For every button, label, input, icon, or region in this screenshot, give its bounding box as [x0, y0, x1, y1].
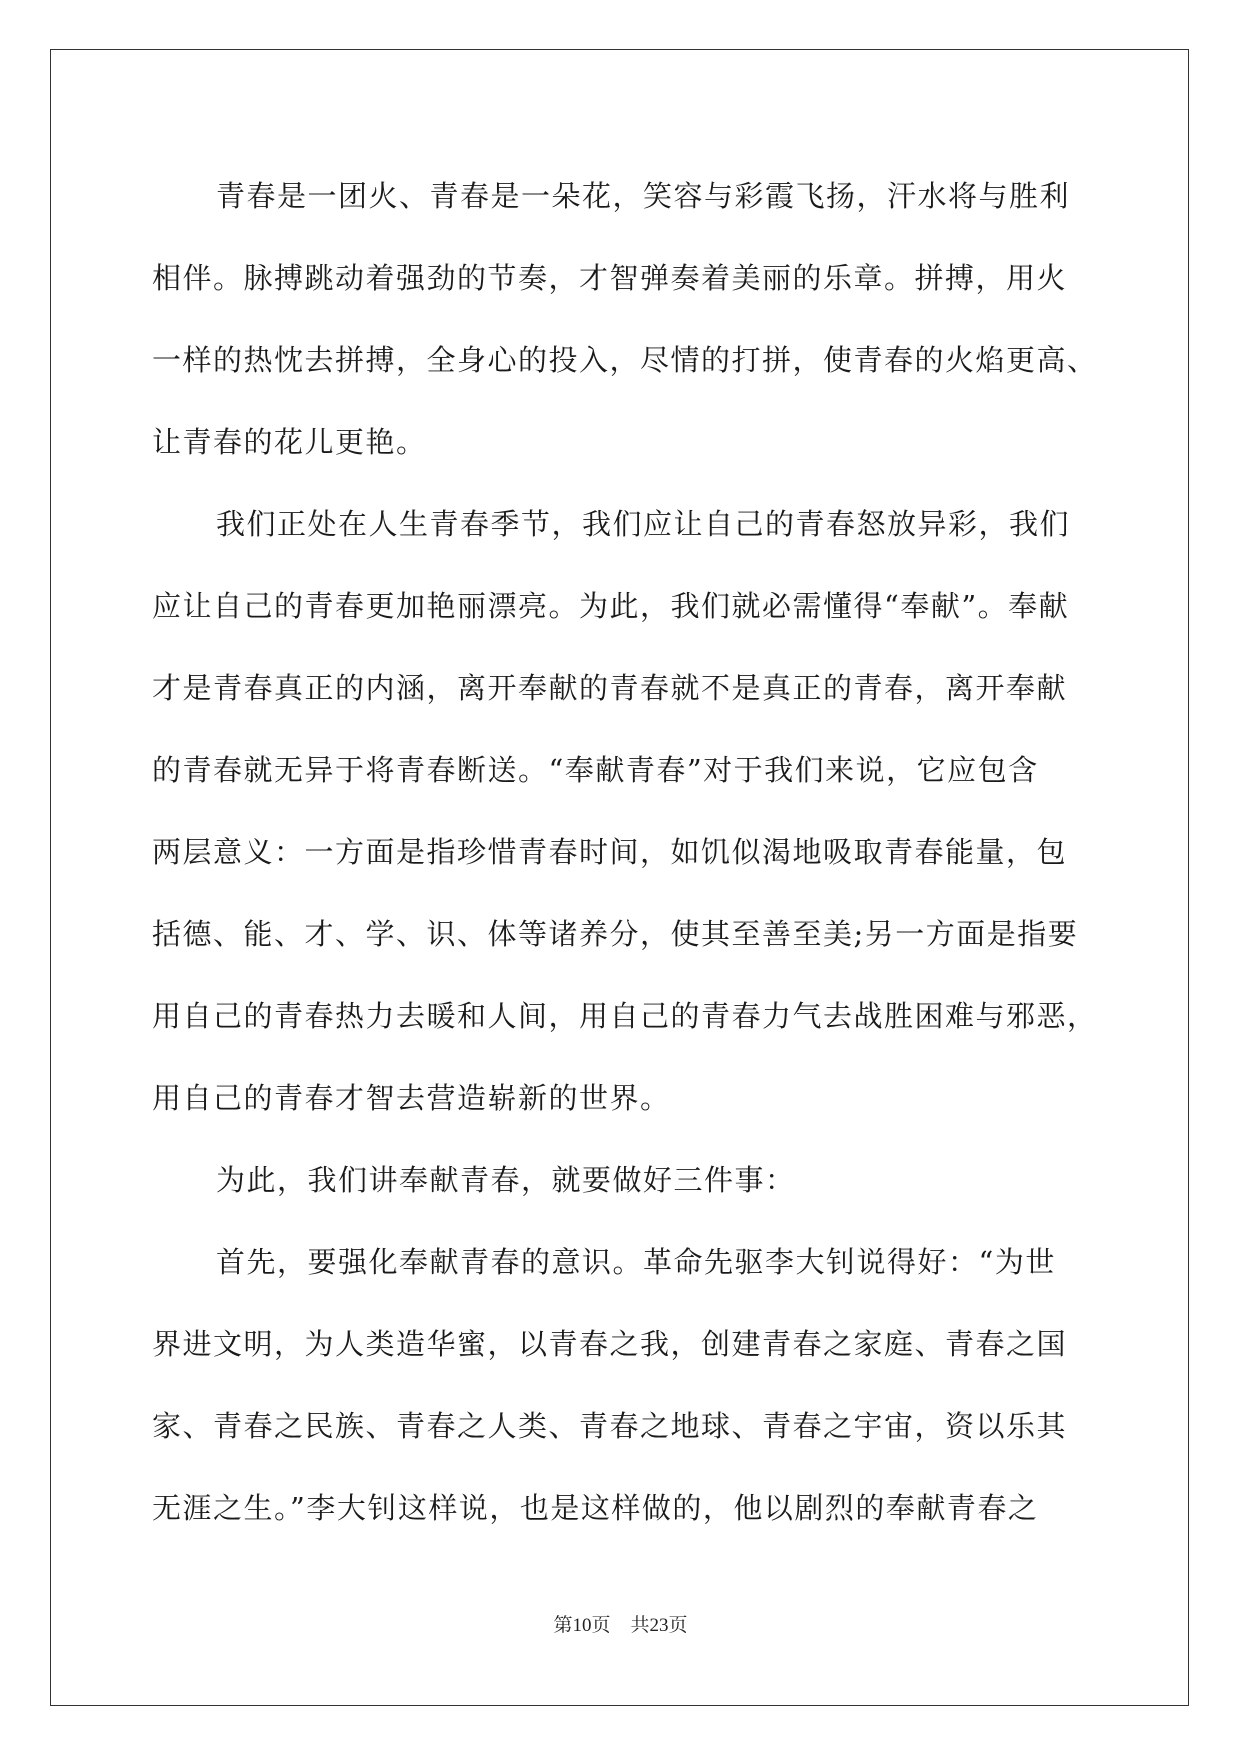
paragraph — [152, 155, 1098, 483]
text-line: 才是青春真正的内涵，离开奉献的青春就不是真正的青春，离开奉献 — [152, 671, 1068, 705]
page-number: 第10页 — [553, 1615, 611, 1636]
text-line: 青春是一团火、青春是一朵花，笑容与彩霞飞扬，汗水将与胜利 — [216, 179, 1071, 213]
text-line: 相伴。脉搏跳动着强劲的节奏，才智弹奏着美丽的乐章。拼搏，用火 — [152, 261, 1068, 295]
text-line: 为此，我们讲奉献青春，就要做好三件事： — [216, 1163, 796, 1197]
text-line: 的青春就无异于将青春断送。“奉献青春”对于我们来说，它应包含 — [152, 753, 1039, 787]
text-line: 首先，要强化奉献青春的意识。革命先驱李大钊说得好：“为世 — [216, 1245, 1056, 1279]
text-line: 应让自己的青春更加艳丽漂亮。为此，我们就必需懂得“奉献”。奉献 — [152, 589, 1070, 623]
text-line: 界进文明，为人类造华蜜，以青春之我，创建青春之家庭、青春之国 — [152, 1327, 1068, 1361]
paragraph — [152, 1221, 1092, 1549]
paragraph — [152, 1139, 1092, 1221]
page-footer — [0, 1610, 1241, 1637]
text-line: 用自己的青春热力去暖和人间，用自己的青春力气去战胜困难与邪恶， — [152, 999, 1098, 1033]
paragraph — [152, 483, 1098, 1139]
text-line: 让青春的花儿更艳。 — [152, 425, 427, 459]
text-line: 括德、能、才、学、识、体等诸养分，使其至善至美;另一方面是指要 — [152, 917, 1079, 951]
page-total: 共23页 — [630, 1615, 688, 1636]
text-line: 家、青春之民族、青春之人类、青春之地球、青春之宇宙，资以乐其 — [152, 1409, 1068, 1443]
text-line: 两层意义：一方面是指珍惜青春时间，如饥似渴地吸取青春能量，包 — [152, 835, 1068, 869]
text-line: 一样的热忱去拼搏，全身心的投入，尽情的打拼，使青春的火焰更高、 — [152, 343, 1098, 377]
text-line: 无涯之生。”李大钊这样说，也是这样做的，他以剧烈的奉献青春之 — [152, 1491, 1039, 1525]
text-line: 用自己的青春才智去营造崭新的世界。 — [152, 1081, 671, 1115]
document-body — [152, 155, 1098, 1549]
text-line: 我们正处在人生青春季节，我们应让自己的青春怒放异彩，我们 — [216, 507, 1071, 541]
